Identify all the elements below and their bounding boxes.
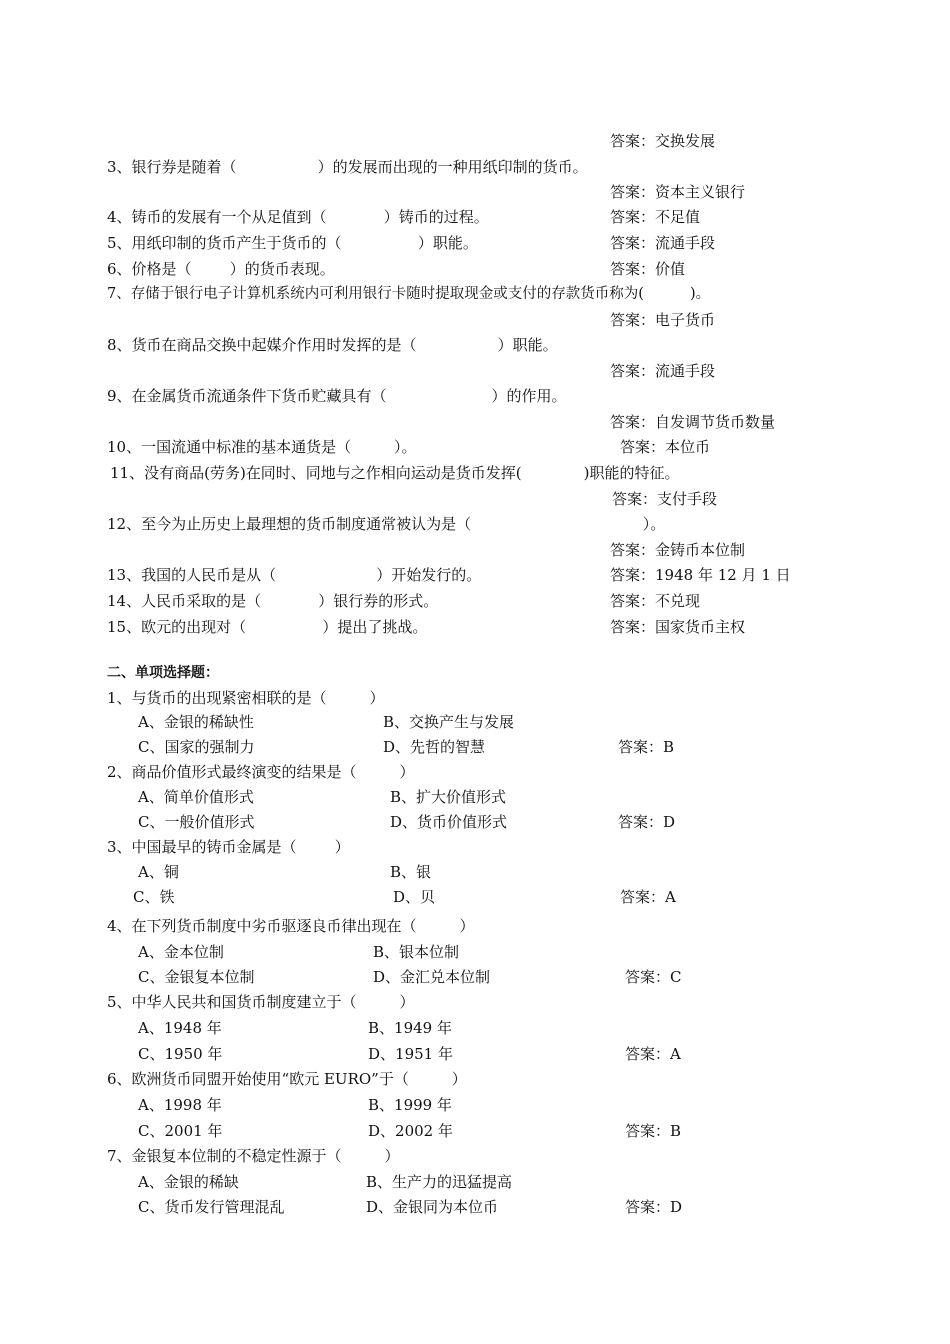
option-c: C、2001 年 xyxy=(138,1122,223,1140)
option-c: C、国家的强制力 xyxy=(138,738,255,756)
answer-line: 答案：C xyxy=(625,968,682,986)
answer-line: 答案：B xyxy=(618,738,675,756)
option-c: C、铁 xyxy=(133,888,175,906)
option-d: D、2002 年 xyxy=(368,1122,453,1140)
option-b: B、银 xyxy=(390,863,432,881)
option-b: B、交换产生与发展 xyxy=(383,713,515,731)
question-text: 3、银行券是随着（ ）的发展而出现的一种用纸印制的货币。 xyxy=(107,158,588,176)
option-c: C、货币发行管理混乱 xyxy=(138,1198,285,1216)
question-text: 2、商品价值形式最终演变的结果是（ ） xyxy=(107,763,415,781)
answer-line: 答案：资本主义银行 xyxy=(610,183,746,201)
option-d: D、货币价值形式 xyxy=(390,813,508,831)
answer-line: 答案：价值 xyxy=(610,260,686,278)
answer-line: 答案：流通手段 xyxy=(610,362,716,380)
question-text: 15、欧元的出现对（ ）提出了挑战。 xyxy=(107,618,428,636)
option-a: A、1948 年 xyxy=(138,1019,222,1037)
answer-line: 答案：A xyxy=(620,888,676,906)
question-text: 3、中国最早的铸币金属是（ ） xyxy=(107,838,350,856)
question-text: 4、在下列货币制度中劣币驱逐良币律出现在（ ） xyxy=(107,917,475,935)
option-b: B、生产力的迅猛提高 xyxy=(366,1173,513,1191)
question-text: 8、货币在商品交换中起媒介作用时发挥的是（ ）职能。 xyxy=(107,336,558,354)
question-text: 11、没有商品(劳务)在同时、同地与之作相向运动是货币发挥( )职能的特征。 xyxy=(110,464,680,482)
option-c: C、一般价值形式 xyxy=(138,813,255,831)
question-text: 14、人民币采取的是（ ）银行券的形式。 xyxy=(107,592,439,610)
question-text: 10、一国流通中标准的基本通货是（ ）。 xyxy=(107,438,417,456)
answer-line: 答案：B xyxy=(625,1122,682,1140)
question-text: 6、价格是（ ）的货币表现。 xyxy=(107,260,335,278)
option-d: D、先哲的智慧 xyxy=(383,738,486,756)
answer-line: 答案：金铸币本位制 xyxy=(610,541,746,559)
answer-line: 答案：不兑现 xyxy=(610,592,701,610)
question-text: 13、我国的人民币是从（ ）开始发行的。 xyxy=(107,566,482,584)
question-text: 5、中华人民共和国货币制度建立于（ ） xyxy=(107,993,415,1011)
option-d: D、金汇兑本位制 xyxy=(373,968,491,986)
option-d: D、1951 年 xyxy=(368,1045,453,1063)
answer-line: 答案：A xyxy=(625,1045,681,1063)
answer-line: 答案：国家货币主权 xyxy=(610,618,746,636)
answer-line: 答案：自发调节货币数量 xyxy=(610,413,776,431)
answer-line: 答案：流通手段 xyxy=(610,234,716,252)
question-text: 12、至今为止历史上最理想的货币制度通常被认为是（ ）。 xyxy=(107,515,666,533)
option-a: A、金银的稀缺 xyxy=(138,1173,239,1191)
question-text: 6、欧洲货币同盟开始使用“欧元 EURO”于（ ） xyxy=(107,1070,467,1088)
answer-line: 答案：D xyxy=(618,813,676,831)
answer-line: 答案：1948 年 12 月 1 日 xyxy=(610,566,791,584)
option-a: A、铜 xyxy=(138,863,179,881)
option-b: B、银本位制 xyxy=(373,943,460,961)
question-text: 7、存储于银行电子计算机系统内可利用银行卡随时提取现金或支付的存款货币称为( )。 xyxy=(107,286,711,302)
option-b: B、1999 年 xyxy=(368,1096,452,1114)
answer-line: 答案：D xyxy=(625,1198,683,1216)
option-b: B、扩大价值形式 xyxy=(390,788,507,806)
option-d: D、贝 xyxy=(393,888,436,906)
option-c: C、1950 年 xyxy=(138,1045,223,1063)
answer-line: 答案：交换发展 xyxy=(610,132,716,150)
answer-line: 答案：本位币 xyxy=(620,438,711,456)
question-text: 1、与货币的出现紧密相联的是（ ） xyxy=(107,689,385,707)
option-c: C、金银复本位制 xyxy=(138,968,255,986)
question-text: 4、铸币的发展有一个从足值到（ ）铸币的过程。 xyxy=(107,208,489,226)
question-text: 9、在金属货币流通条件下货币贮藏具有（ ）的作用。 xyxy=(107,387,567,405)
option-a: A、1998 年 xyxy=(138,1096,222,1114)
option-d: D、金银同为本位币 xyxy=(366,1198,499,1216)
option-b: B、1949 年 xyxy=(368,1019,452,1037)
answer-line: 答案：支付手段 xyxy=(612,490,718,508)
option-a: A、金银的稀缺性 xyxy=(138,713,254,731)
answer-line: 答案：不足值 xyxy=(610,208,701,226)
option-a: A、金本位制 xyxy=(138,943,224,961)
question-text: 5、用纸印制的货币产生于货币的（ ）职能。 xyxy=(107,234,478,252)
question-text: 7、金银复本位制的不稳定性源于（ ） xyxy=(107,1147,400,1165)
option-a: A、简单价值形式 xyxy=(138,788,254,806)
answer-line: 答案：电子货币 xyxy=(610,311,716,329)
section-heading: 二、单项选择题： xyxy=(107,665,219,681)
